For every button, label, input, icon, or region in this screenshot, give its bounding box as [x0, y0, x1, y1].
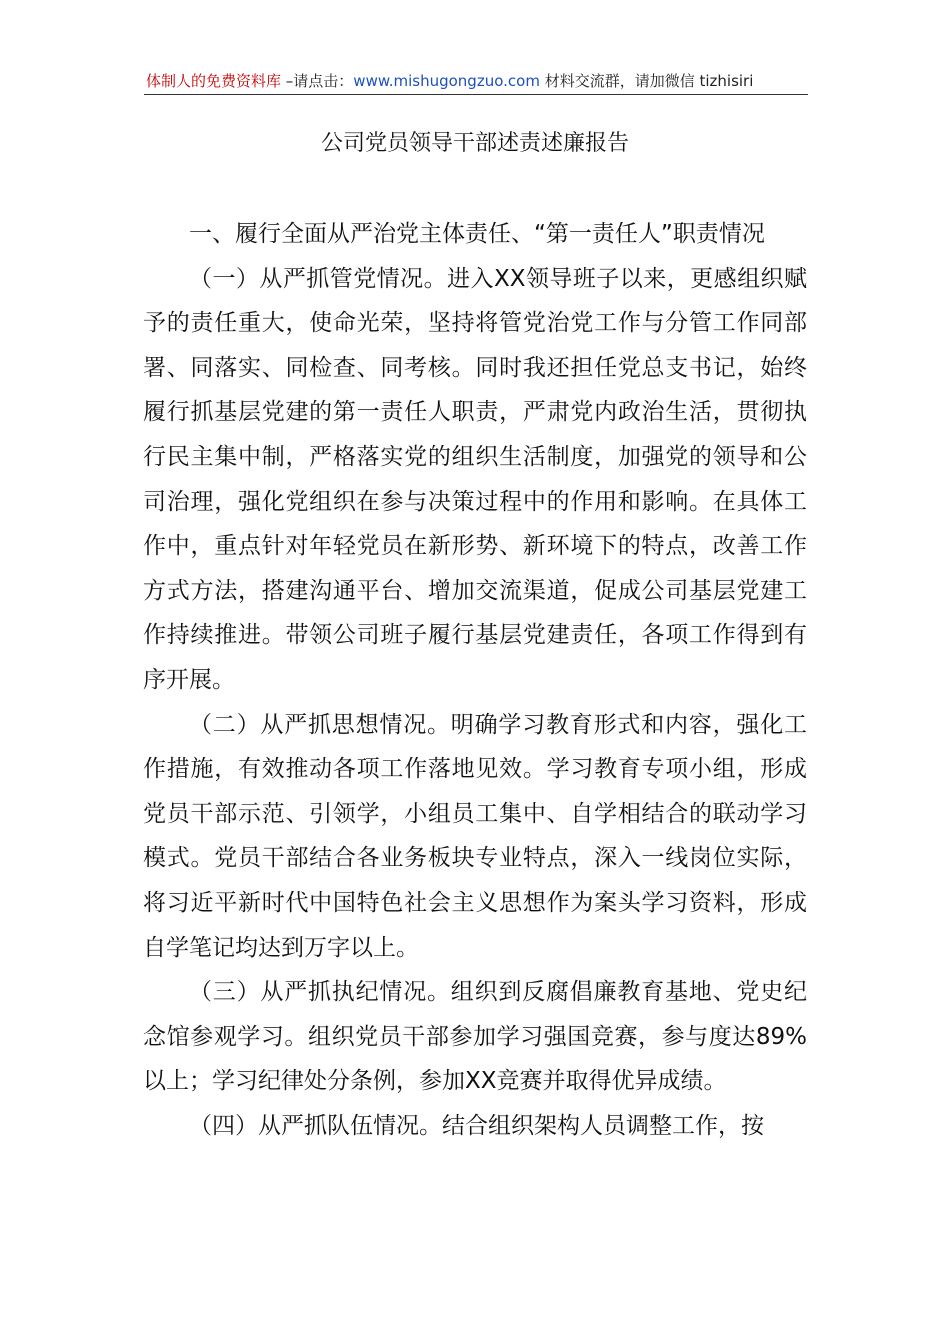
- section-heading: 一、履行全面从严治党主体责任、“第一责任人”职责情况: [189, 221, 765, 247]
- body-paragraph: （二）从严抓思想情况。明确学习教育形式和内容，强化工作措施，有效推动各项工作落地见效。学习教育专项小组，形成党员干部示范、引领学，小组员工集中、自学相结合的联动学习模式。党员干部结合各业务板块专业特点，深入一线岗位实际，将习近平新时代中国特色社会主义思想作为案头学习资料，形成自学笔记均达到万字以上。: [143, 711, 807, 961]
- document-body: [143, 212, 807, 1148]
- header-contact-text: 材料交流群，请加微信 tizhisiri: [539, 72, 754, 90]
- header-divider: [144, 94, 808, 95]
- body-paragraph: （三）从严抓执纪情况。组织到反腐倡廉教育基地、党史纪念馆参观学习。组织党员干部参加学习强国竞赛，参与度达89%以上；学习纪律处分条例，参加XX竞赛并取得优异成绩。: [143, 979, 807, 1095]
- body-paragraph: （四）从严抓队伍情况。结合组织架构人员调整工作，按: [189, 1112, 764, 1139]
- document-title: 公司党员领导干部述责述廉报告: [320, 131, 629, 156]
- header-url-link[interactable]: www.mishugongzuo.com: [353, 72, 540, 90]
- header-separator: –请点击：: [281, 72, 354, 90]
- body-paragraph: （一）从严抓管党情况。进入XX领导班子以来，更感组织赋予的责任重大，使命光荣，坚持将管党治党工作与分管工作同部署、同落实、同检查、同考核。同时我还担任党总支书记，始终履行抓基层党建的第一责任人职责，严肃党内政治生活，贯彻执行民主集中制，严格落实党的组织生活制度，加强党的领导和公司治理，强化党组织在参与决策过程中的作用和影响。在具体工作中，重点针对年轻党员在新形势、新环境下的特点，改善工作方式方法，搭建沟通平台、增加交流渠道，促成公司基层党建工作持续推进。带领公司班子履行基层党建责任，各项工作得到有序开展。: [143, 265, 807, 693]
- header-brand[interactable]: 体制人的免费资料库: [146, 72, 282, 90]
- header-banner: [146, 70, 806, 96]
